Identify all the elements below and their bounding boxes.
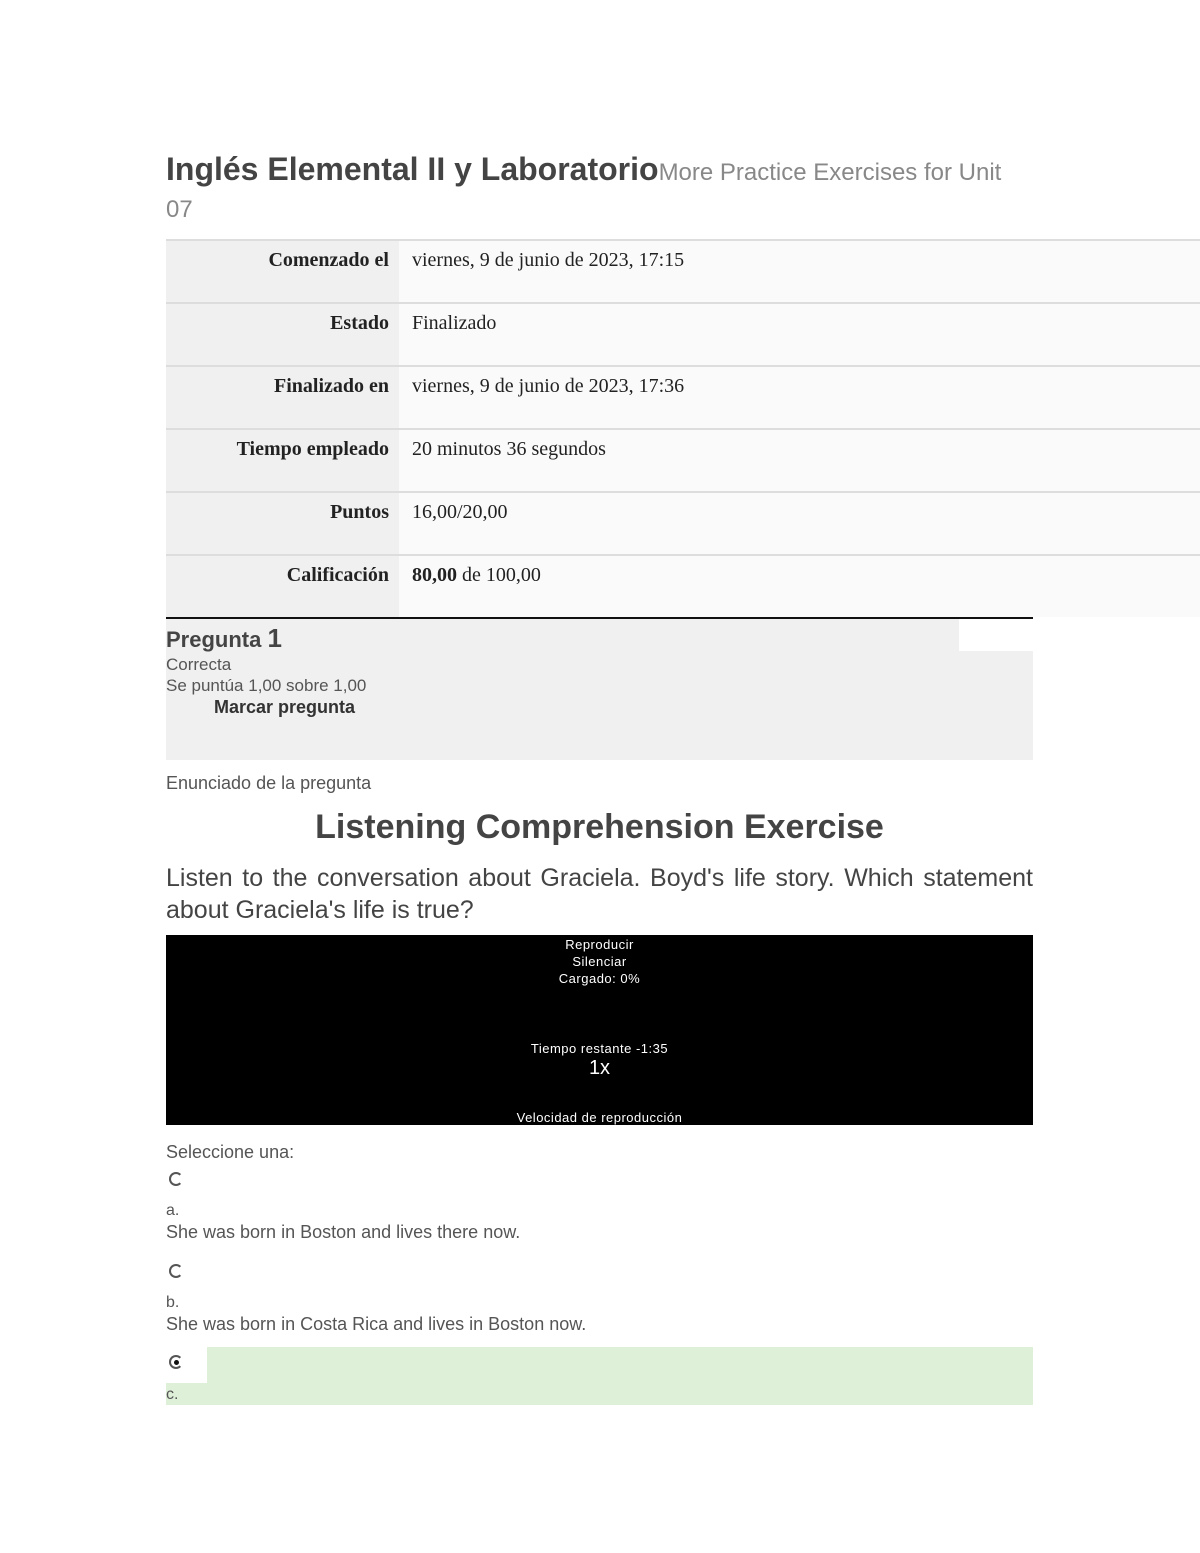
option-c-radio[interactable] <box>169 1355 183 1369</box>
summary-row-grade <box>166 556 1200 617</box>
option-b-radio[interactable] <box>169 1264 183 1278</box>
select-one-prompt: Seleccione una: <box>166 1142 295 1162</box>
summary-value: 20 minutos 36 segundos <box>399 430 1200 491</box>
grade-max: de 100,00 <box>457 564 541 586</box>
mute-button[interactable]: Silenciar <box>572 954 627 969</box>
attempt-summary-table <box>166 239 1200 617</box>
option-a-letter: a. <box>166 1202 180 1219</box>
summary-label: Tiempo empleado <box>166 430 399 491</box>
question-heading: Listening Comprehension Exercise <box>315 808 884 846</box>
question-grade: Se puntúa 1,00 sobre 1,00 <box>166 676 367 695</box>
summary-value: viernes, 9 de junio de 2023, 17:36 <box>399 367 1200 428</box>
page-title <box>166 152 1026 230</box>
summary-value: Finalizado <box>399 304 1200 365</box>
playback-rate-label: Velocidad de reproducción <box>516 1110 683 1125</box>
question-number-prefix: Pregunta <box>166 627 268 652</box>
summary-value <box>399 556 1200 617</box>
option-a-radio[interactable] <box>169 1172 183 1186</box>
option-c-correct-highlight <box>207 1347 1033 1405</box>
question-text: Listen to the conversation about Graciela. Boyd's life story. Which statement about Graciela's life is true? <box>166 864 1033 924</box>
option-b-text[interactable]: She was born in Costa Rica and lives in Boston now. <box>166 1314 587 1334</box>
question-number-value: 1 <box>267 623 282 653</box>
summary-row-started <box>166 241 1200 304</box>
quiz-title: More Practice Exercises for Unit 07 <box>166 159 1002 223</box>
option-a-text[interactable]: She was born in Boston and lives there now. <box>166 1222 521 1242</box>
summary-row-points <box>166 493 1200 556</box>
summary-label: Estado <box>166 304 399 365</box>
grade-score: 80,00 <box>412 564 457 586</box>
summary-value: viernes, 9 de junio de 2023, 17:15 <box>399 241 1200 302</box>
summary-row-time-taken <box>166 430 1200 493</box>
audio-player <box>166 935 1033 1125</box>
course-title: Inglés Elemental II y Laboratorio <box>166 151 659 187</box>
play-button[interactable]: Reproducir <box>565 937 634 952</box>
flag-question-button[interactable]: Marcar pregunta <box>214 697 356 717</box>
summary-label: Calificación <box>166 556 399 617</box>
option-b-letter: b. <box>166 1294 180 1311</box>
summary-value: 16,00/20,00 <box>399 493 1200 554</box>
loaded-status: Cargado: 0% <box>558 971 641 986</box>
time-remaining: Tiempo restante -1:35 <box>530 1041 669 1056</box>
summary-label: Finalizado en <box>166 367 399 428</box>
summary-row-state <box>166 304 1200 367</box>
summary-label: Puntos <box>166 493 399 554</box>
question-info-notch <box>959 619 1033 651</box>
summary-label: Comenzado el <box>166 241 399 302</box>
question-text-label: Enunciado de la pregunta <box>166 773 372 793</box>
option-c-letter: c. <box>166 1386 179 1403</box>
question-number <box>166 623 282 654</box>
summary-row-finished <box>166 367 1200 430</box>
question-state: Correcta <box>166 655 232 674</box>
question-info-panel <box>166 617 1033 760</box>
playback-rate-button[interactable]: 1x <box>588 1057 611 1079</box>
